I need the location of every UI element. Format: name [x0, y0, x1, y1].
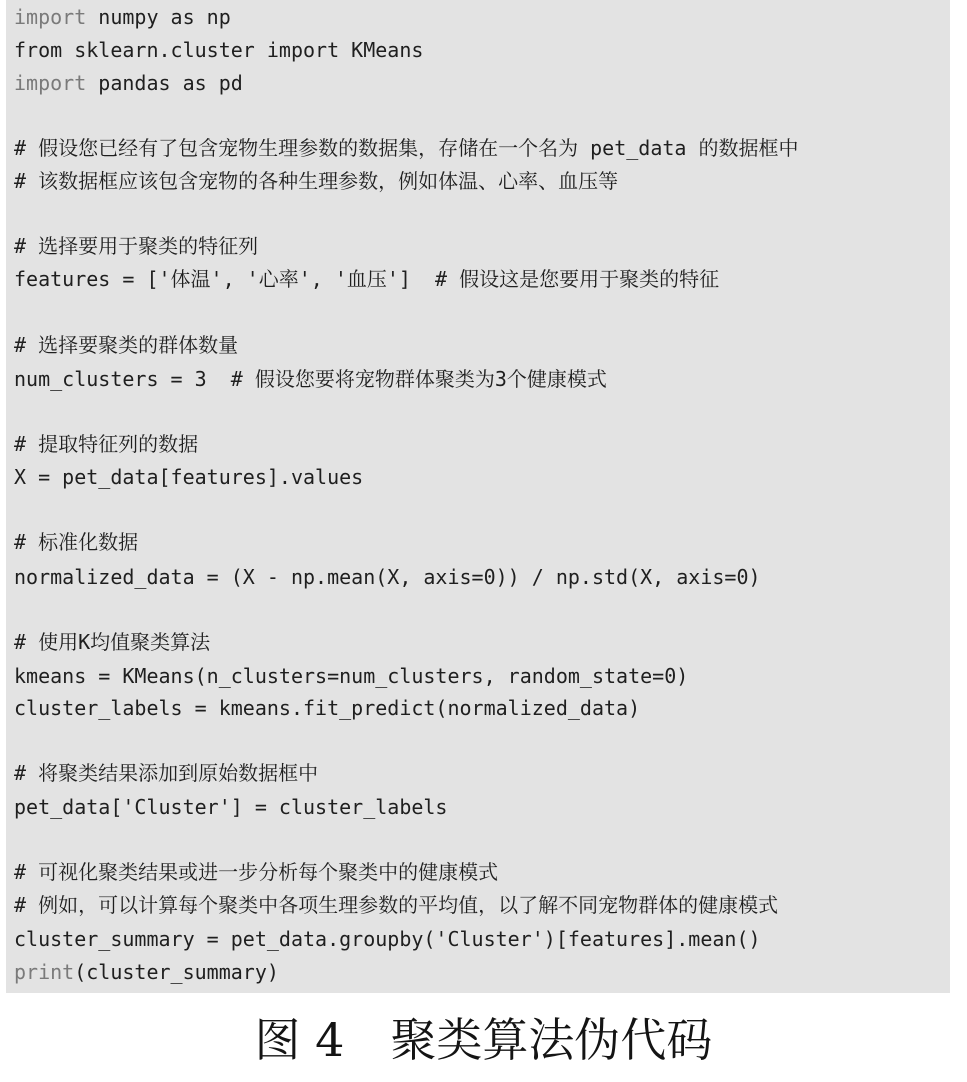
code-comment: # 选择要用于聚类的特征列	[14, 234, 259, 258]
code-line	[14, 69, 243, 97]
code-keyword: print	[14, 960, 75, 984]
code-line: normalized_data = (X - np.mean(X, axis=0)) / np.std(X, axis=0)	[14, 565, 761, 589]
code-comment: # 例如，可以计算每个聚类中各项生理参数的平均值，以了解不同宠物群体的健康模式	[14, 893, 779, 917]
code-line: num_clusters = 3 # 假设您要将宠物群体聚类为3个健康模式	[14, 367, 607, 391]
code-comment: # 选择要聚类的群体数量	[14, 333, 239, 357]
code-comment: # 使用K均值聚类算法	[14, 630, 211, 654]
code-line	[14, 958, 279, 986]
code-comment: # 假设您已经有了包含宠物生理参数的数据集，存储在一个名为 pet_data 的数据框中	[14, 136, 799, 160]
code-text: (cluster_summary)	[74, 960, 279, 984]
code-comment: # 该数据框应该包含宠物的各种生理参数，例如体温、心率、血压等	[14, 169, 619, 193]
code-text: numpy as np	[86, 5, 231, 29]
code-comment: # 将聚类结果添加到原始数据框中	[14, 761, 319, 785]
code-line: features = ['体温', '心率', '血压'] # 假设这是您要用于聚类的特征	[14, 267, 720, 291]
code-keyword: import	[14, 71, 87, 95]
code-keyword: import	[14, 5, 87, 29]
code-text: pandas as pd	[86, 71, 243, 95]
code-line	[14, 3, 231, 31]
code-comment: # 可视化聚类结果或进一步分析每个聚类中的健康模式	[14, 860, 499, 884]
figure-caption: 图 4 聚类算法伪代码	[254, 1013, 713, 1067]
code-line: kmeans = KMeans(n_clusters=num_clusters, random_state=0)	[14, 664, 689, 688]
code-comment: # 标准化数据	[14, 530, 139, 554]
code-line: cluster_labels = kmeans.fit_predict(normalized_data)	[14, 696, 641, 720]
code-block	[6, 0, 950, 993]
code-line: pet_data['Cluster'] = cluster_labels	[14, 795, 448, 819]
code-line: from sklearn.cluster import KMeans	[14, 38, 424, 62]
code-comment: # 提取特征列的数据	[14, 432, 199, 456]
code-line: X = pet_data[features].values	[14, 465, 364, 489]
code-line: cluster_summary = pet_data.groupby('Cluster')[features].mean()	[14, 927, 761, 951]
